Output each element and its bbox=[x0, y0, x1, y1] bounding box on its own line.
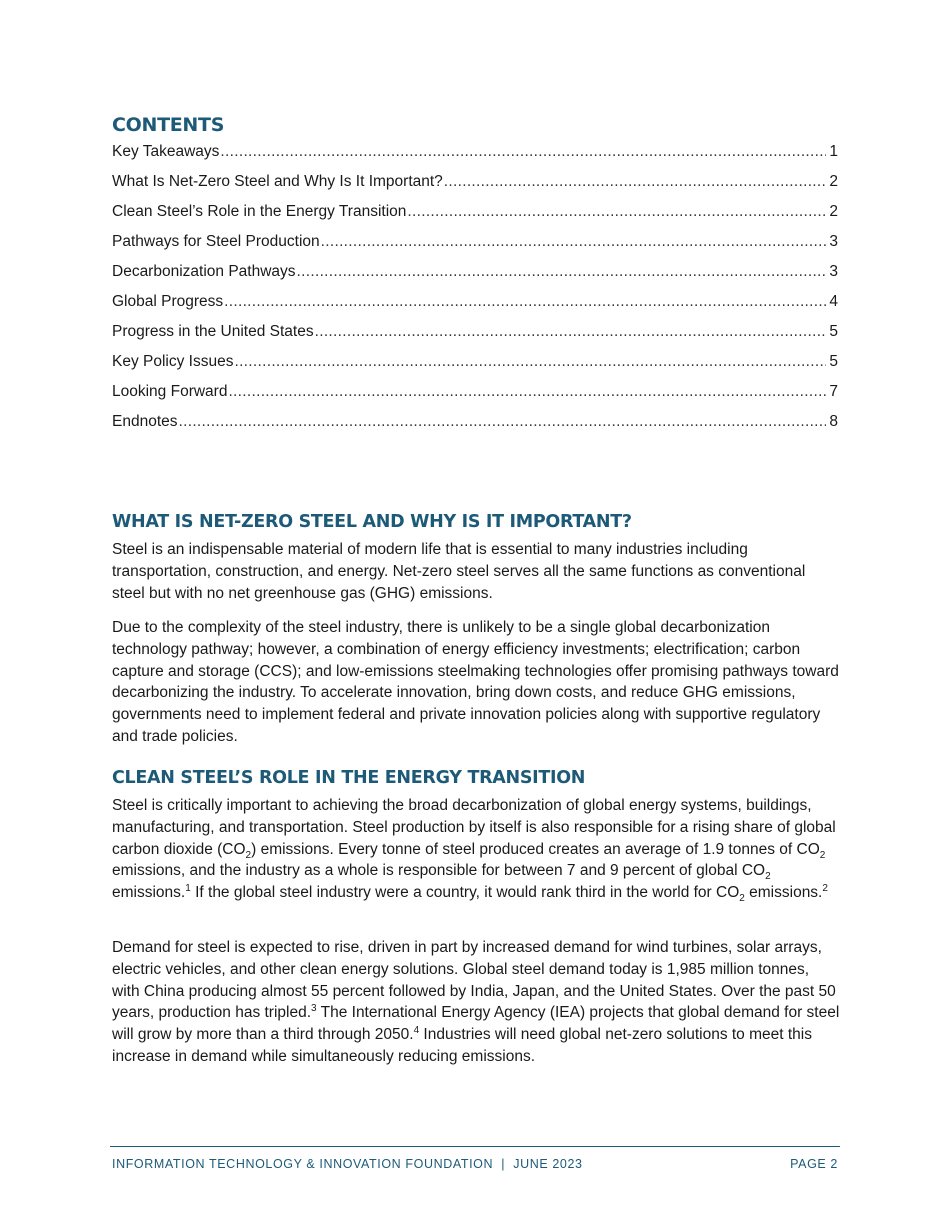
toc-leader-dots bbox=[179, 411, 827, 433]
toc-item-title: Decarbonization Pathways bbox=[112, 263, 296, 280]
toc-item-global-progress[interactable] bbox=[112, 291, 838, 321]
toc-leader-dots bbox=[234, 351, 826, 373]
paragraph-net-zero-intro: Steel is an indispensable material of modern life that is essential to many industries including transportation, construction, and energy. Net-zero steel serves all the same functions as conventional steel but with no net greenhouse gas (GHG) emissions. bbox=[112, 541, 806, 602]
toc-leader-dots bbox=[224, 291, 826, 313]
toc-item-key-takeaways[interactable] bbox=[112, 141, 838, 171]
toc-item-page: 1 bbox=[829, 143, 838, 160]
subscript-2: 2 bbox=[245, 849, 252, 861]
paragraph-text: Demand for steel is expected to rise, driven in part by increased demand for wind turbines, solar arrays, electric vehicles, and other clean energy solutions. Global steel demand today is 1,985 million tonnes, with China producing almost 55 percent followed by India, Japan, and the United States. Over the past 50 years, production has tripled. bbox=[112, 939, 836, 1022]
toc-item-page: 3 bbox=[829, 263, 838, 280]
toc-item-key-policy-issues[interactable] bbox=[112, 351, 838, 381]
paragraph-text: emissions. bbox=[744, 884, 823, 902]
endnote-ref-2[interactable]: 2 bbox=[822, 883, 828, 895]
paragraph-steel-demand bbox=[112, 937, 840, 1068]
section-heading-clean-steel: CLEAN STEEL’S ROLE IN THE ENERGY TRANSITION bbox=[112, 768, 586, 788]
footer-text: INFORMATION TECHNOLOGY & INNOVATION FOUNDATION | JUNE 2023 bbox=[112, 1157, 583, 1171]
toc-item-endnotes[interactable] bbox=[112, 411, 838, 441]
paragraph-text: If the global steel industry were a country, it would rank third in the world for CO bbox=[190, 884, 740, 902]
toc-item-page: 5 bbox=[829, 353, 838, 370]
paragraph-text: emissions, and the industry as a whole is responsible for between 7 and 9 percent of global CO bbox=[112, 862, 766, 880]
paragraph-text: Industries will need global net-zero solutions to meet this increase in demand while simultaneously reducing emissions. bbox=[112, 1026, 812, 1065]
toc-leader-dots bbox=[315, 321, 827, 343]
toc-item-looking-forward[interactable] bbox=[112, 381, 838, 411]
toc-item-title: What Is Net-Zero Steel and Why Is It Important? bbox=[112, 173, 443, 190]
toc-leader-dots bbox=[444, 171, 827, 193]
toc-item-page: 5 bbox=[829, 323, 838, 340]
paragraph-clean-steel-importance bbox=[112, 795, 840, 904]
toc-item-page: 3 bbox=[829, 233, 838, 250]
toc-item-title: Key Takeaways bbox=[112, 143, 220, 160]
toc-item-decarbonization-pathways[interactable] bbox=[112, 261, 838, 291]
paragraph-decarbonization-pathway: Due to the complexity of the steel industry, there is unlikely to be a single global decarbonization technology pathway; however, a combination of energy efficiency investments; electrification; carbon capture and storage (CCS); and low-emissions steelmaking technologies offer promising pathways toward decarbonizing the industry. To accelerate innovation, bring down costs, and reduce GHG emissions, governments need to implement federal and private innovation policies along with supportive regulatory and trade policies. bbox=[112, 619, 839, 745]
subscript-2: 2 bbox=[819, 849, 826, 861]
toc-item-page: 4 bbox=[829, 293, 838, 310]
paragraph-text: Steel is critically important to achieving the broad decarbonization of global energy systems, buildings, manufacturing, and transportation. Steel production by itself is also responsible for a rising share of global carbon dioxide (CO bbox=[112, 797, 836, 858]
toc-leader-dots bbox=[321, 231, 827, 253]
toc-item-title: Endnotes bbox=[112, 413, 178, 430]
toc-item-title: Pathways for Steel Production bbox=[112, 233, 320, 250]
toc-item-title: Key Policy Issues bbox=[112, 353, 234, 370]
table-of-contents bbox=[112, 141, 838, 441]
toc-item-title: Looking Forward bbox=[112, 383, 228, 400]
toc-item-progress-united-states[interactable] bbox=[112, 321, 838, 351]
footer-page-number: PAGE 2 bbox=[790, 1157, 838, 1171]
toc-leader-dots bbox=[220, 141, 826, 163]
footer-divider bbox=[110, 1146, 840, 1147]
toc-item-title: Clean Steel’s Role in the Energy Transition bbox=[112, 203, 407, 220]
subscript-2: 2 bbox=[739, 893, 745, 905]
paragraph-text: emissions. bbox=[112, 884, 186, 902]
toc-leader-dots bbox=[407, 201, 826, 223]
endnote-ref-3[interactable]: 3 bbox=[311, 1003, 317, 1015]
section-heading-net-zero-steel: WHAT IS NET-ZERO STEEL AND WHY IS IT IMPORTANT? bbox=[112, 512, 632, 532]
footer-publisher-date bbox=[112, 1157, 583, 1171]
toc-leader-dots bbox=[228, 381, 826, 403]
toc-item-page: 2 bbox=[829, 173, 838, 190]
toc-item-page: 2 bbox=[829, 203, 838, 220]
contents-heading: CONTENTS bbox=[112, 114, 225, 136]
toc-item-net-zero-steel[interactable] bbox=[112, 171, 838, 201]
endnote-ref-1[interactable]: 1 bbox=[185, 883, 191, 895]
toc-item-pathways-steel-production[interactable] bbox=[112, 231, 838, 261]
toc-item-title: Global Progress bbox=[112, 293, 224, 310]
toc-item-page: 8 bbox=[829, 413, 838, 430]
paragraph-text: ) emissions. Every tonne of steel produced creates an average of 1.9 tonnes of CO bbox=[251, 840, 820, 858]
paragraph-text: The International Energy Agency (IEA) projects that global demand for steel will grow by more than a third through 2050. bbox=[112, 1004, 840, 1044]
endnote-ref-4[interactable]: 4 bbox=[413, 1025, 420, 1037]
toc-item-page: 7 bbox=[829, 383, 838, 400]
subscript-2: 2 bbox=[765, 871, 771, 883]
toc-item-clean-steel[interactable] bbox=[112, 201, 838, 231]
toc-leader-dots bbox=[297, 261, 827, 283]
toc-item-title: Progress in the United States bbox=[112, 323, 314, 340]
